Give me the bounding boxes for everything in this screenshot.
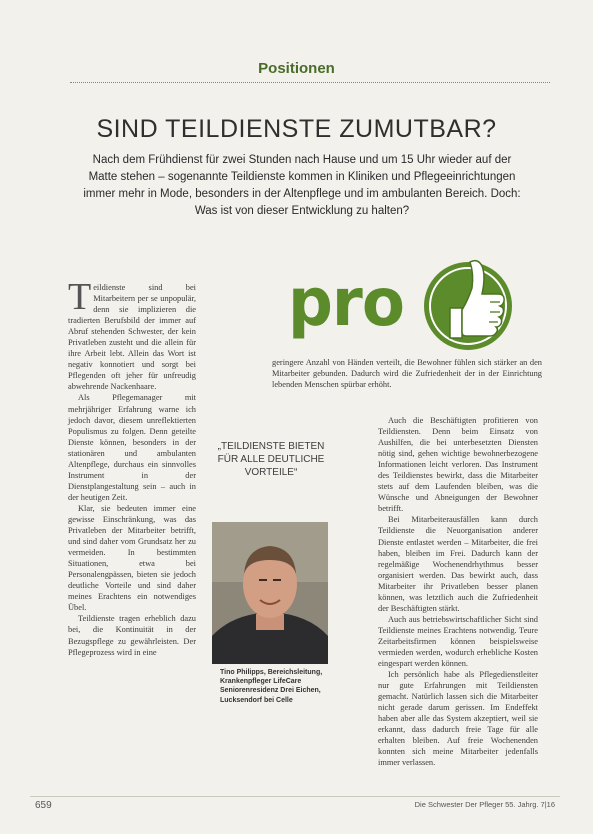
article-column-continuation — [272, 357, 542, 390]
photo-caption: Tino Philipps, Bereichsleitung, Krankenpfleger LifeCare Seniorenresidenz Drei Eichen, Lucksendorf bei Celle — [220, 669, 323, 704]
paragraph: geringere Anzahl von Händen verteilt, die Bewohner fühlen sich stärker an den Mitarbeiter gebunden. Dadurch wird die Zufriedenheit der in der Einrichtung lebenden Menschen spürbar erhöht. — [272, 358, 542, 390]
article-column-left — [68, 276, 196, 658]
headline: SIND TEILDIENSTE ZUMUTBAR? — [96, 115, 497, 143]
section-title: Positionen — [258, 60, 335, 77]
drop-cap: T — [68, 276, 92, 318]
section-divider — [70, 82, 550, 83]
paragraph: Klar, sie bedeuten immer eine gewisse Einschränkung, was das Privatleben der Mitarbeiter betrifft, und sind daher vom Grundsatz her zu vermeiden. In bestimmten Situationen, etwa bei Personalengpässen, bieten sie jedoch deutliche Vorteile und sind daher meines Erachtens ein notwendiges Übel. — [68, 503, 196, 613]
paragraph: Ich persönlich habe als Pflegedienstleiter nur gute Erfahrungen mit Teildiensten gemacht. Natürlich lassen sich die Mitarbeiter nicht gerade darum gerissen. Im Endeffekt haben aber alle das System akzeptiert, weil sie erkannt, dass dadurch freie Tage für alle erhalten bleiben. Auf freie Wochenenden konnten sich meine Mitarbeiter jedenfalls immer verlassen. — [378, 670, 538, 768]
paragraph: Als Pflegemanager mit mehrjähriger Erfahrung warne ich jedoch davor, diesem unreflektierten Populismus zu folgen. Denn geteilte Dienste können, besonders in der stationären und ambulanten Altenpflege, durchaus ein sinnvolles Instrument in der Dienstplangestaltung sein – auch in der heutigen Zeit. — [68, 393, 196, 502]
paragraph: Auch aus betriebswirtschaftlicher Sicht sind Teildienste meines Erachtens notwendig. Teure Zeitarbeitsfirmen können beispielsweise vermieden werden, wodurch erhebliche Kosten eingespart werden können. — [378, 614, 538, 669]
footer-divider — [30, 796, 560, 797]
intro-text: Nach dem Frühdienst für zwei Stunden nach Hause und um 15 Uhr wieder auf der Matte stehen – sogenannte Teildienste kommen in Kliniken und Pflegeeinrichtungen immer mehr in Mode, besonders in der Altenpflege und im ambulanten Bereich. Doch: Was ist von dieser Entwicklung zu halten? — [83, 154, 521, 217]
article-column-right — [378, 415, 538, 769]
paragraph: Teildienste sind bei Mitarbeitern per se unpopulär, denn sie implizieren die tradierten Berufsbild der immer auf Abruf stehenden Schwester, der kein Privatleben zusteht und die allein für ihre Arbeit lebt. Allein das Wort ist negativ konnotiert und sorgt bei Pflegenden oft jeher für unfreudig abwehrende Nackenhaare. — [68, 276, 196, 392]
thumbs-up-icon — [410, 250, 522, 354]
page-number: 659 — [35, 800, 52, 811]
paragraph: Teildienste tragen erheblich dazu bei, die Kontinuität in der Bezugspflege zu gewährleisten. Der Pflegeprozess wird in eine — [68, 614, 196, 657]
portrait-photo — [212, 522, 328, 664]
pro-badge-text: pro — [288, 264, 405, 341]
paragraph: Bei Mitarbeiterausfällen kann durch Teildienste die Neuorganisation anderer Dienste entlastet werden – Mitarbeiter, die frei haben, bleiben im Frei. Dadurch kann der regelmäßige Wochenendrhythmus besser organisiert werden. Das bewirkt auch, dass Mitarbeiter ihr Privatleben besser planen können, was letztlich auch die Zufriedenheit der Beschäftigten stärkt. — [378, 515, 538, 613]
pull-quote: „TEILDIENSTE BIETEN FÜR ALLE DEUTLICHE VORTEILE“ — [217, 441, 325, 478]
paragraph: Auch die Beschäftigten profitieren von Teildiensten. Denn beim Einsatz von Aushilfen, die bei unterbesetzten Diensten nötig sind, gehen wichtige bewohnerbezogene Informationen leicht verloren. Das Instrument des Teildienstes bewirkt, dass die Mitarbeiter stets auf dem Laufenden bleiben, was die Wünsche und Abneigungen der Bewohner betrifft. — [378, 416, 538, 514]
publication-source: Die Schwester Der Pfleger 55. Jahrg. 7|16 — [414, 800, 555, 809]
